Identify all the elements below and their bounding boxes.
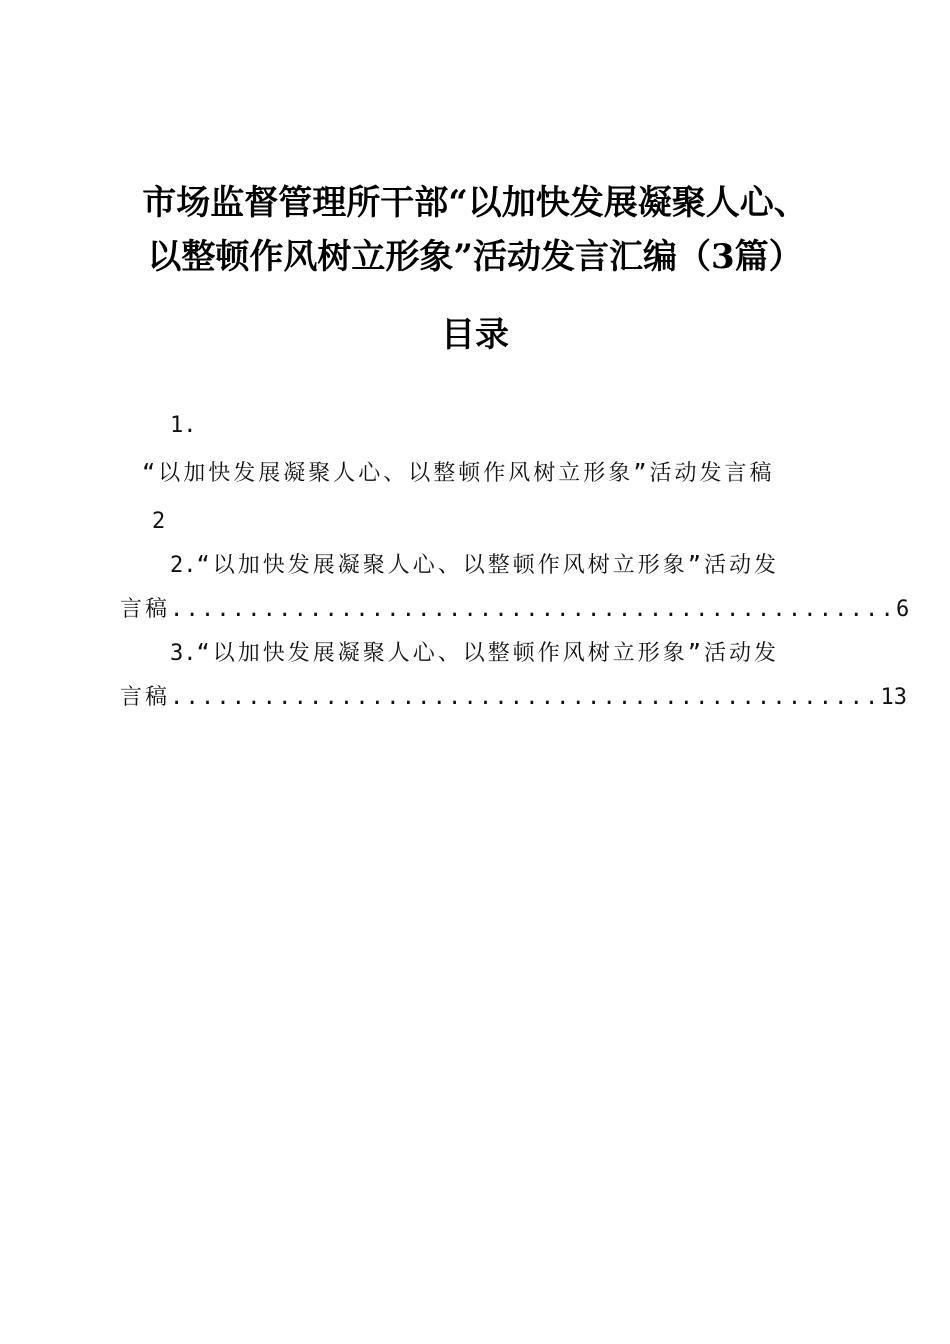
document-title-line-1: 市场监督管理所干部“以加快发展凝聚人心、 [142,183,808,223]
toc-entry-3-line-2[interactable] [120,676,907,720]
toc-dot-leader: ............................................... [170,597,896,622]
toc-entry-3-line-1[interactable] [170,632,779,676]
toc-entry-number: 1. [170,413,197,438]
toc-entry-1-number[interactable] [170,404,197,448]
toc-entry-title: “以加快发展凝聚人心、以整顿作风树立形象”活动发 [196,641,779,666]
document-title-line-2: 以整顿作风树立形象”活动发言汇编（3篇） [147,237,803,277]
toc-entry-title-continued: 言稿 [120,685,171,710]
toc-entry-2-line-1[interactable] [170,544,779,588]
toc-entry-1-page[interactable] [152,500,165,544]
toc-entry-page-number: 6 [895,597,910,622]
toc-entry-1-title[interactable] [142,452,775,496]
toc-entry-2-line-2[interactable] [120,588,909,632]
toc-entry-number: 3. [170,641,197,666]
toc-entry-page-number: 13 [880,685,907,710]
toc-entry-title: “以加快发展凝聚人心、以整顿作风树立形象”活动发言稿 [142,461,775,486]
toc-entry-title: “以加快发展凝聚人心、以整顿作风树立形象”活动发 [196,553,779,578]
toc-dot-leader: .............................................. [170,685,881,710]
toc-heading: 目录 [441,315,509,355]
document-title [100,176,850,284]
toc-entry-number: 2. [170,553,197,578]
toc-entry-title-continued: 言稿 [120,597,171,622]
toc-entry-page-number: 2 [152,509,166,534]
